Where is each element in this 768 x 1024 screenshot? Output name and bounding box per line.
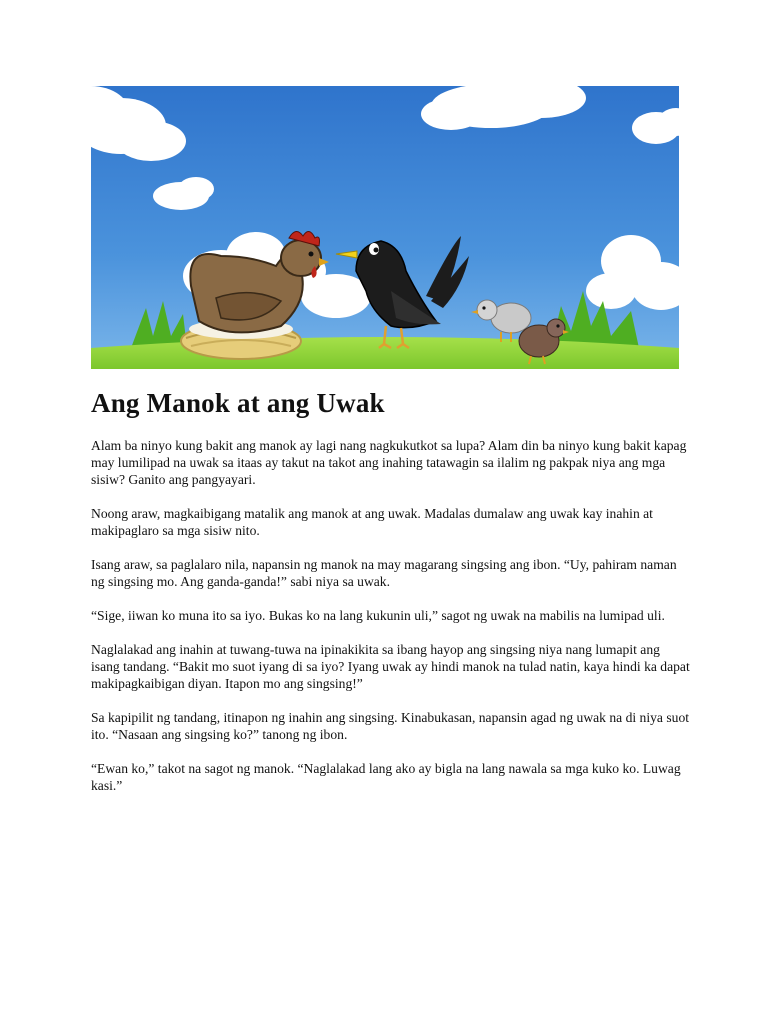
paragraph: Isang araw, sa paglalaro nila, napansin ng manok na may magarang singsing ang ibon. “Uy, pahiram naman ng singsing mo. Ang ganda-ganda!” sabi niya sa uwak. xyxy=(91,557,677,590)
illustration-svg xyxy=(91,86,679,369)
paragraph: Sa kapipilit ng tandang, itinapon ng inahin ang singsing. Kinabukasan, napansin agad ng uwak na di niya suot ito. “Nasaan ang singsing ko?” tanong ng ibon. xyxy=(91,709,690,742)
story-title: Ang Manok at ang Uwak xyxy=(91,388,385,418)
paragraph: Naglalakad ang inahin at tuwang-tuwa na ipinakikita sa ibang hayop ang singsing niya nang lumapit ang isang tandang. “Bakit mo suot iyang di sa iyo? Iyang uwak ay hindi manok na tulad natin, kaya hindi ka dapat makipagkaibigan diyan. Itapon mo ang singsing!” xyxy=(91,641,690,692)
story-body xyxy=(91,437,691,811)
story-illustration xyxy=(91,86,679,369)
paragraph: “Ewan ko,” takot na sagot ng manok. “Naglalakad lang ako ay bigla na lang nawala sa mga kuko ko. Luwag kasi.” xyxy=(91,760,681,793)
paragraph: “Sige, iiwan ko muna ito sa iyo. Bukas ko na lang kukunin uli,” sagot ng uwak na mabilis na lumipad uli. xyxy=(91,607,665,623)
paragraph: Noong araw, magkaibigang matalik ang manok at ang uwak. Madalas dumalaw ang uwak kay inahin at makipaglaro sa mga sisiw nito. xyxy=(91,506,653,539)
paragraph: Alam ba ninyo kung bakit ang manok ay lagi nang nagkukutkot sa lupa? Alam din ba ninyo kung bakit kapag may lumilipad na uwak sa itaas ay takut na takot ang inahing tatawagin sa ilalim ng pakpak niya ang mga sisiw? Ganito ang pangyayari. xyxy=(91,438,687,488)
